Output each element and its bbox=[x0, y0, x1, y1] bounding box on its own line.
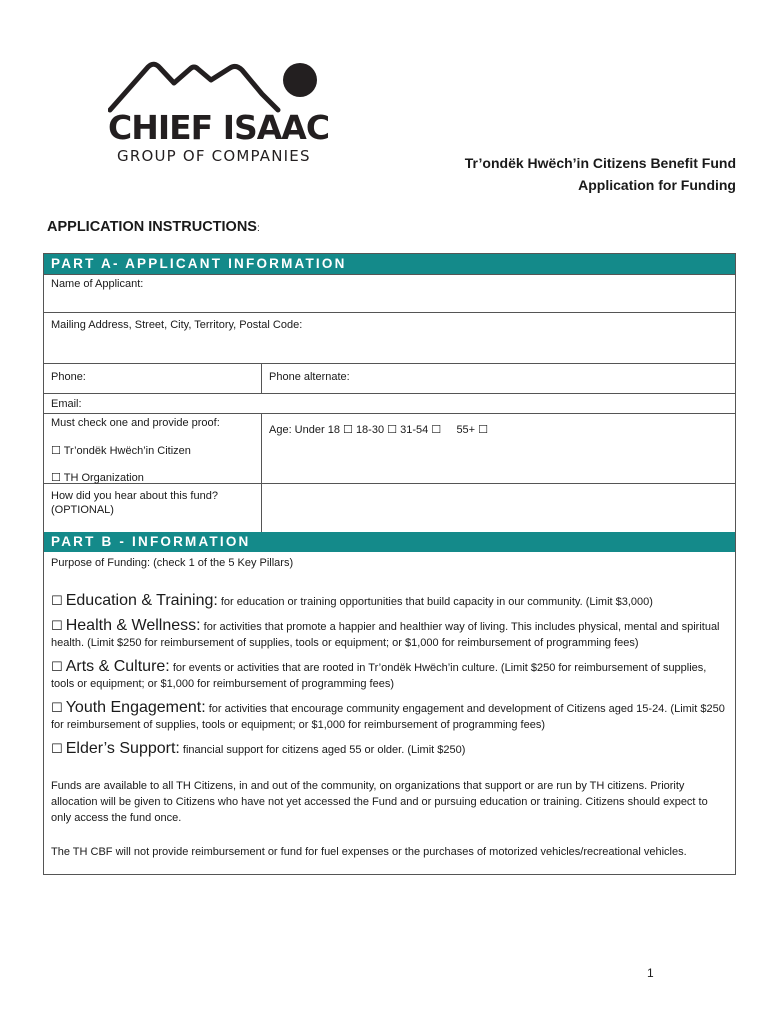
pillar-description: financial support for citizens aged 55 or older. (Limit $250) bbox=[182, 744, 466, 756]
youth-checkbox[interactable]: ☐ bbox=[51, 701, 63, 716]
phone-row bbox=[44, 363, 735, 393]
pillar-title: Arts & Culture: bbox=[65, 658, 170, 675]
eligibility-options bbox=[44, 414, 262, 483]
logo-name: CHIEF ISAAC bbox=[108, 108, 330, 147]
organization-checkbox[interactable]: ☐ bbox=[51, 471, 61, 484]
name-row[interactable] bbox=[44, 274, 735, 312]
pillar-elder bbox=[51, 741, 728, 758]
instructions-label: APPLICATION INSTRUCTIONS bbox=[47, 219, 257, 235]
age-option-31-54: 31-54 bbox=[400, 424, 429, 436]
referral-label bbox=[44, 484, 262, 532]
health-checkbox[interactable]: ☐ bbox=[51, 619, 63, 634]
referral-optional-note: (OPTIONAL) bbox=[51, 504, 114, 516]
pillar-description: for activities that encourage community engagement and development of Citizens aged 15-24. (Limit $250 for reimbursement of supplies, tools or equipment; or $1,000 for reimbursement of programming fees) bbox=[51, 703, 725, 731]
age-label: Age: Under 18 bbox=[269, 424, 340, 436]
instructions-heading bbox=[47, 219, 260, 235]
elder-checkbox[interactable]: ☐ bbox=[51, 742, 63, 757]
age-55-plus-checkbox[interactable]: ☐ bbox=[478, 423, 489, 436]
email-label: Email: bbox=[51, 398, 82, 410]
pillar-description: for activities that promote a happier and healthier way of living. This includes physical, mental and spiritual health. (Limit $250 for reimbursement of supplies, tools or equipment; or $1,000 for reimbursement of programming fees) bbox=[51, 621, 720, 649]
pillar-title: Elder’s Support: bbox=[65, 740, 180, 757]
age-option-55-plus: 55+ bbox=[456, 424, 476, 436]
age-under18-checkbox[interactable]: ☐ bbox=[343, 423, 353, 436]
company-logo bbox=[108, 58, 330, 168]
logo-subtitle: GROUP OF COMPANIES bbox=[117, 147, 311, 165]
part-b-content bbox=[44, 552, 735, 874]
referral-field[interactable] bbox=[262, 484, 735, 532]
exclusion-note: The TH CBF will not provide reimbursement or fund for fuel expenses or the purchases of motorized vehicles/recreational vehicles. bbox=[51, 846, 687, 858]
title-line-2: Application for Funding bbox=[578, 177, 736, 193]
address-label: Mailing Address, Street, City, Territory, Postal Code: bbox=[51, 319, 303, 331]
pillar-youth bbox=[51, 700, 728, 733]
purpose-label: Purpose of Funding: (check 1 of the 5 Key Pillars) bbox=[51, 557, 294, 569]
part-b-header: PART B - INFORMATION bbox=[44, 532, 735, 552]
age-selection bbox=[262, 414, 735, 483]
pillar-description: for events or activities that are rooted in Tr’ondëk Hwëch’in culture. (Limit $250 for reimbursement of supplies, tools or equipment; or $1,000 for reimbursement of programming fees) bbox=[51, 662, 707, 690]
education-checkbox[interactable]: ☐ bbox=[51, 594, 63, 609]
citizen-option-label: Tr’ondëk Hwëch’in Citizen bbox=[63, 445, 191, 457]
arts-checkbox[interactable]: ☐ bbox=[51, 660, 63, 675]
pillar-title: Education & Training: bbox=[65, 592, 218, 609]
mountains-sun-icon bbox=[108, 58, 323, 113]
pillar-description: for education or training opportunities that build capacity in our community. (Limit $3,000) bbox=[220, 596, 653, 608]
pillar-title: Health & Wellness: bbox=[65, 617, 201, 634]
referral-row bbox=[44, 483, 735, 532]
eligibility-row bbox=[44, 413, 735, 483]
organization-option-label: TH Organization bbox=[63, 472, 144, 484]
phone-alternate-label: Phone alternate: bbox=[269, 371, 350, 383]
eligibility-note: Funds are available to all TH Citizens, in and out of the community, on organizations that support or are run by TH citizens. Priority allocation will be given to Citizens who have not yet accessed the Fund and or pursuing education or training. Citizens should expect to only access the fund once. bbox=[51, 780, 708, 824]
phone-label: Phone: bbox=[51, 371, 86, 383]
age-18-30-checkbox[interactable]: ☐ bbox=[387, 423, 398, 436]
citizen-option[interactable] bbox=[51, 444, 254, 471]
instructions-colon: : bbox=[256, 223, 260, 234]
age-31-54-checkbox[interactable]: ☐ bbox=[431, 423, 442, 436]
page-number: 1 bbox=[647, 966, 654, 980]
document-title bbox=[465, 152, 736, 196]
address-row[interactable] bbox=[44, 312, 735, 363]
pillar-arts bbox=[51, 659, 728, 692]
age-option-18-30: 18-30 bbox=[355, 424, 385, 436]
pillar-health bbox=[51, 618, 728, 651]
name-label: Name of Applicant: bbox=[51, 278, 144, 290]
part-a-header: PART A- APPLICANT INFORMATION bbox=[44, 254, 735, 274]
title-line-1: Tr’ondëk Hwëch’in Citizens Benefit Fund bbox=[464, 155, 736, 171]
application-form bbox=[43, 253, 736, 875]
referral-question: How did you hear about this fund? bbox=[51, 490, 218, 502]
citizen-checkbox[interactable]: ☐ bbox=[51, 444, 61, 457]
pillar-title: Youth Engagement: bbox=[65, 699, 206, 716]
eligibility-label: Must check one and provide proof: bbox=[51, 417, 220, 429]
phone-field[interactable] bbox=[44, 364, 262, 393]
phone-alternate-field[interactable] bbox=[262, 364, 735, 393]
email-row[interactable] bbox=[44, 393, 735, 413]
pillar-education bbox=[51, 593, 728, 610]
